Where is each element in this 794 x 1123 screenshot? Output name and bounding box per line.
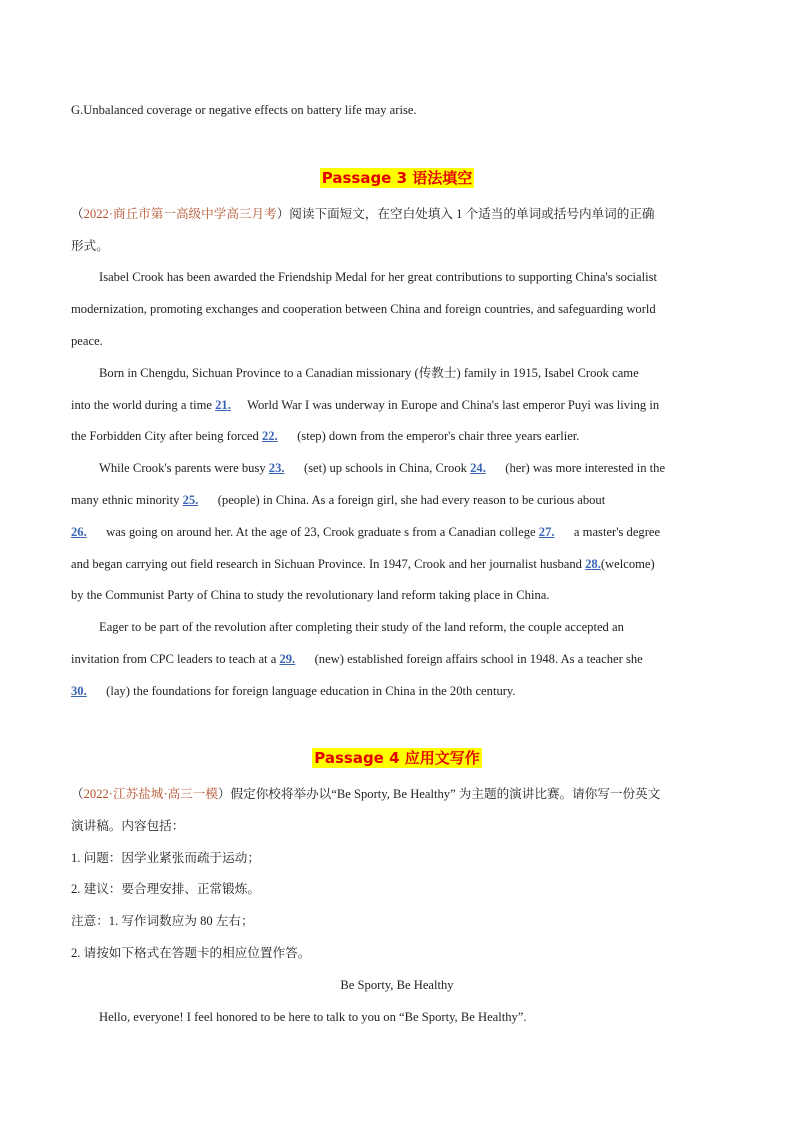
- passage-4-heading: [0, 745, 794, 772]
- speech-title: Be Sporty, Be Healthy: [340, 978, 454, 992]
- blank-30: 30.: [71, 684, 87, 698]
- text-line: into the world during a time 21. World War I was underway in Europe and China's last emperor Puyi was living in: [71, 395, 723, 415]
- text-line: the Forbidden City after being forced 22. (step) down from the emperor's chair three years earlier.: [71, 426, 723, 446]
- blank-24: 24.: [470, 461, 486, 475]
- writing-note-1: 注意：1. 写作词数应为 80 左右；: [71, 914, 254, 928]
- option-g: G.Unbalanced coverage or negative effects on battery life may arise.: [71, 103, 417, 117]
- text-line: 30. (lay) the foundations for foreign language education in China in the 20th century.: [71, 681, 723, 701]
- blank-28: 28.: [585, 557, 601, 571]
- passage-4-instruction: （2022·江苏盐城·高三一模）假定你校将举办以“Be Sporty, Be Healthy” 为主题的演讲比赛。请你写一份英文: [71, 787, 661, 801]
- text-line: Eager to be part of the revolution after completing their study of the land reform, the couple accepted an: [99, 620, 624, 634]
- blank-23: 23.: [268, 461, 285, 475]
- text-line: peace.: [71, 334, 103, 348]
- text-line: by the Communist Party of China to study the revolutionary land reform taking place in China.: [71, 588, 550, 602]
- blank-22: 22.: [261, 429, 278, 443]
- passage-4-instruction-cont: 演讲稿。内容包括：: [71, 819, 185, 833]
- text-line: many ethnic minority 25. (people) in China. As a foreign girl, she had every reason to be curious about: [71, 490, 723, 510]
- writing-point-1: 1. 问题：因学业紧张而疏于运动；: [71, 851, 260, 865]
- blank-21: 21.: [215, 398, 231, 412]
- text-line: invitation from CPC leaders to teach at a 29. (new) established foreign affairs school in 1948. As a teacher she: [71, 649, 723, 669]
- text-line: 26. was going on around her. At the age of 23, Crook graduate s from a Canadian college 27. a master's degree: [71, 522, 723, 542]
- writing-point-2: 2. 建议：要合理安排、正常锻炼。: [71, 882, 260, 896]
- passage-3-instruction-cont: 形式。: [71, 239, 109, 253]
- text-line: and began carrying out field research in Sichuan Province. In 1947, Crook and her journalist husband 28.(welcome): [71, 554, 723, 574]
- passage-3-instruction: （2022·商丘市第一高级中学高三月考）阅读下面短文，在空白处填入 1 个适当的单词或括号内单词的正确: [71, 207, 655, 221]
- speech-opening: Hello, everyone! I feel honored to be here to talk to you on “Be Sporty, Be Healthy”.: [99, 1010, 527, 1024]
- writing-note-2: 2. 请按如下格式在答题卡的相应位置作答。: [71, 946, 311, 960]
- passage-3-title: Passage 3 语法填空: [321, 169, 473, 187]
- text-line: Isabel Crook has been awarded the Friendship Medal for her great contributions to supporting China's socialist: [99, 270, 658, 284]
- blank-29: 29.: [279, 652, 296, 666]
- blank-26: 26.: [71, 525, 87, 539]
- blank-25: 25.: [182, 493, 199, 507]
- passage-4-source: 2022·江苏盐城·高三一模: [83, 787, 218, 801]
- text-line: modernization, promoting exchanges and cooperation between China and foreign countries, and safeguarding world: [71, 302, 656, 316]
- passage-4-title: Passage 4 应用文写作: [314, 749, 480, 767]
- blank-27: 27.: [538, 525, 555, 539]
- passage-3-source: 2022·商丘市第一高级中学高三月考: [83, 207, 277, 221]
- text-line: Born in Chengdu, Sichuan Province to a Canadian missionary (传教士) family in 1915, Isabel Crook came: [99, 366, 639, 380]
- text-line: While Crook's parents were busy 23. (set) up schools in China, Crook 24. (her) was more interested in the: [99, 458, 723, 478]
- passage-3-heading: [0, 165, 794, 192]
